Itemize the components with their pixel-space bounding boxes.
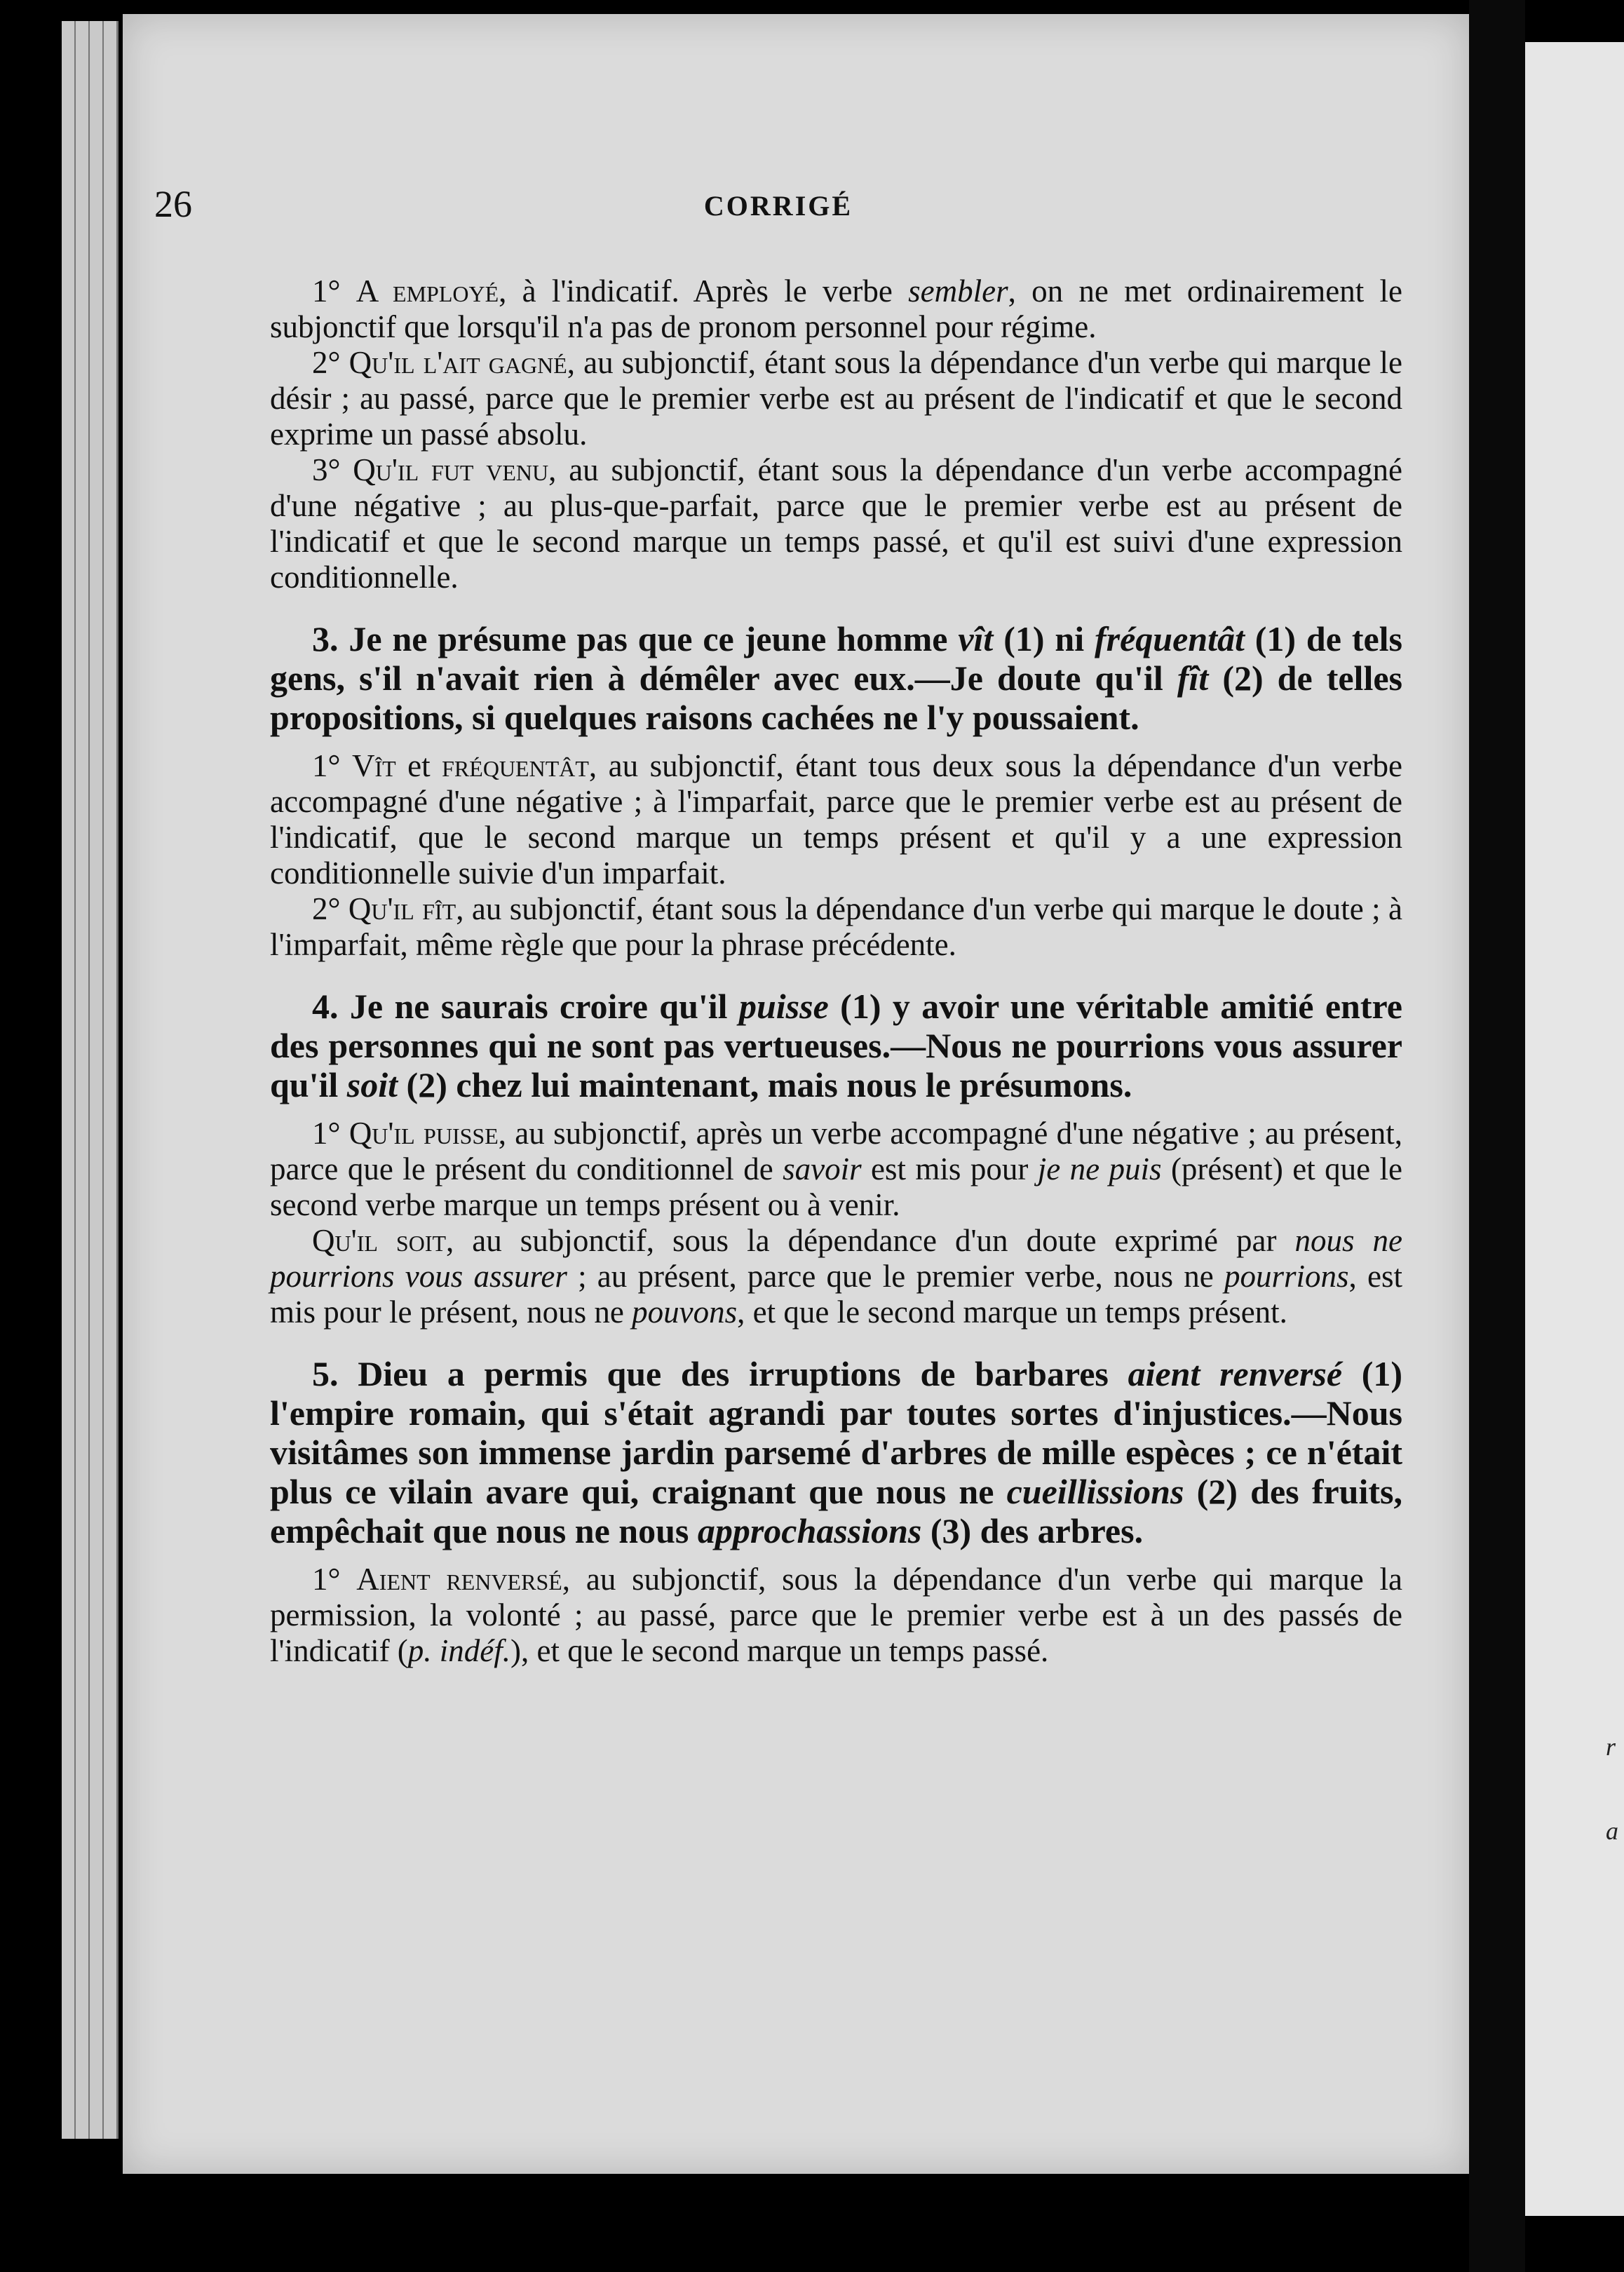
term-italic: je ne puis bbox=[1037, 1151, 1162, 1186]
correction-note bbox=[270, 748, 1402, 891]
adjacent-page-fragment: a bbox=[1606, 1817, 1618, 1845]
text-run: , et que le second marque un temps présent. bbox=[737, 1294, 1287, 1330]
page-header bbox=[154, 182, 1402, 231]
text-run: , au subjonctif, sous la dépendance d'un verbe qui marque la permission, la volonté ; au passé, parce que le premier verbe est à un des passés de l'indicatif ( bbox=[270, 1562, 1402, 1668]
exercise-sentence bbox=[270, 619, 1402, 737]
term-small-caps: Qu'il fut venu bbox=[353, 452, 549, 487]
term-small-caps: Qu'il soit bbox=[312, 1223, 447, 1258]
text-run: 1° bbox=[312, 273, 356, 309]
page-body bbox=[270, 273, 1402, 1669]
term-italic: pourrions bbox=[1224, 1259, 1349, 1294]
term-italic: pouvons bbox=[632, 1294, 738, 1330]
exercise-number: 3. bbox=[312, 619, 349, 658]
term-italic: approchassions bbox=[697, 1511, 922, 1550]
term-italic: sembler bbox=[908, 273, 1008, 309]
term-small-caps: Qu'il puisse bbox=[349, 1116, 499, 1151]
text-run: ), et que le second marque un temps passé. bbox=[510, 1633, 1049, 1668]
text-run: , est mis pour le présent, nous ne bbox=[270, 1259, 1402, 1330]
text-run: (1) y avoir une véritable amitié entre des personnes qui ne sont pas vertueuses.—Nous ne pourrions vous assurer qu'il bbox=[270, 987, 1402, 1104]
text-run: et bbox=[395, 748, 442, 783]
term-italic: nous ne pourrions vous assurer bbox=[270, 1223, 1402, 1294]
term-italic: savoir bbox=[783, 1151, 862, 1186]
text-run: Je ne saurais croire qu'il bbox=[349, 987, 739, 1026]
exercise-sentence bbox=[270, 987, 1402, 1104]
text-run: 3° bbox=[312, 452, 353, 487]
running-title: CORRIGÉ bbox=[703, 190, 853, 222]
exercise-sentence bbox=[270, 1354, 1402, 1550]
text-run: , au subjonctif, étant sous la dépendance d'un verbe qui marque le doute ; à l'imparfait, même règle que pour la phrase précédente. bbox=[270, 891, 1403, 962]
text-run: (1) de tels gens, s'il n'avait rien à démêler avec eux.—Je doute qu'il bbox=[270, 619, 1403, 698]
text-run: 1° bbox=[312, 1116, 349, 1151]
correction-note bbox=[270, 1116, 1402, 1223]
text-run: , au subjonctif, étant sous la dépendance d'un verbe qui marque le désir ; au passé, parce que le premier verbe est au présent de l'indicatif et que le second exprime un passé absolu. bbox=[270, 345, 1402, 452]
term-italic: fît bbox=[1177, 658, 1209, 698]
correction-note bbox=[270, 1223, 1402, 1330]
term-italic: cueillissions bbox=[1006, 1472, 1184, 1511]
text-run: , au subjonctif, étant tous deux sous la dépendance d'un verbe accompagné d'une négative ; à l'imparfait, parce que le premier verbe est au présent de l'indicatif, que le second marque un temps présent et qu'il y a une expression conditionnelle suivie d'un imparfait. bbox=[270, 748, 1402, 891]
exercise-number: 4. bbox=[312, 987, 350, 1026]
correction-note bbox=[270, 273, 1402, 345]
text-run: (2) des fruits, empêchait que nous ne nous bbox=[270, 1472, 1402, 1550]
text-run: , au subjonctif, étant sous la dépendance d'un verbe accompagné d'une négative ; au plus-que-parfait, parce que le premier verbe est au présent de l'indicatif et que le second marque un temps passé, et qu'il est suivi d'une expression conditionnelle. bbox=[270, 452, 1402, 595]
text-run: (1) ni bbox=[993, 619, 1095, 658]
text-run: (1) l'empire romain, qui s'était agrandi par toutes sortes d'injustices.—Nous visitâmes son immense jardin parsemé d'arbres de mille espèces ; ce n'était plus ce vilain avare qui, craignant que nous ne bbox=[270, 1354, 1403, 1511]
text-run: , au subjonctif, après un verbe accompagné d'une négative ; au présent, parce que le présent du conditionnel de bbox=[270, 1116, 1403, 1186]
page-number: 26 bbox=[154, 183, 192, 225]
book-gutter bbox=[1469, 0, 1525, 2272]
text-run: (présent) et que le second verbe marque un temps présent ou à venir. bbox=[270, 1151, 1403, 1222]
text-run: 2° bbox=[312, 891, 349, 926]
exercise-number: 5. bbox=[312, 1354, 358, 1393]
term-italic: vît bbox=[958, 619, 994, 658]
page-stack-edge bbox=[76, 21, 90, 2139]
term-italic: soit bbox=[346, 1065, 398, 1104]
term-small-caps: Qu'il fît bbox=[348, 891, 456, 926]
correction-note bbox=[270, 452, 1402, 595]
text-run: 1° bbox=[312, 1562, 357, 1597]
text-run: 2° bbox=[312, 345, 349, 380]
text-run: (2) chez lui maintenant, mais nous le présumons. bbox=[398, 1065, 1132, 1104]
adjacent-page-fragment: r bbox=[1606, 1733, 1616, 1761]
term-small-caps: fréquentât bbox=[442, 748, 589, 783]
page-stack-edge bbox=[104, 21, 119, 2139]
text-run: , au subjonctif, sous la dépendance d'un doute exprimé par bbox=[446, 1223, 1295, 1258]
term-italic: aient renversé bbox=[1128, 1354, 1343, 1393]
adjacent-page bbox=[1525, 42, 1624, 2216]
correction-note bbox=[270, 891, 1402, 963]
term-small-caps: A employé bbox=[356, 273, 499, 309]
text-run: (2) de telles propositions, si quelques raisons cachées ne l'y poussaient. bbox=[270, 658, 1402, 737]
term-italic: p. indéf. bbox=[407, 1633, 511, 1668]
text-run: , à l'indicatif. Après le verbe bbox=[499, 273, 909, 309]
text-run: Dieu a permis que des irruptions de barbares bbox=[358, 1354, 1128, 1393]
text-run: , on ne met ordinairement le subjonctif que lorsqu'il n'a pas de pronom personnel pour régime. bbox=[270, 273, 1403, 344]
term-italic: puisse bbox=[738, 987, 829, 1026]
page-stack-edge bbox=[90, 21, 104, 2139]
correction-note bbox=[270, 1562, 1402, 1669]
text-run: est mis pour bbox=[861, 1151, 1038, 1186]
term-italic: fréquentât bbox=[1094, 619, 1245, 658]
term-small-caps: Aient renversé bbox=[356, 1562, 562, 1597]
term-small-caps: Qu'il l'ait gagné bbox=[349, 345, 567, 380]
correction-note bbox=[270, 345, 1402, 452]
text-run: Je ne présume pas que ce jeune homme bbox=[349, 619, 959, 658]
text-run: 1° bbox=[312, 748, 352, 783]
text-run: (3) des arbres. bbox=[921, 1511, 1144, 1550]
page-stack-edge bbox=[62, 21, 76, 2139]
term-small-caps: Vît bbox=[351, 748, 396, 783]
text-run: ; au présent, parce que le premier verbe, nous ne bbox=[567, 1259, 1224, 1294]
